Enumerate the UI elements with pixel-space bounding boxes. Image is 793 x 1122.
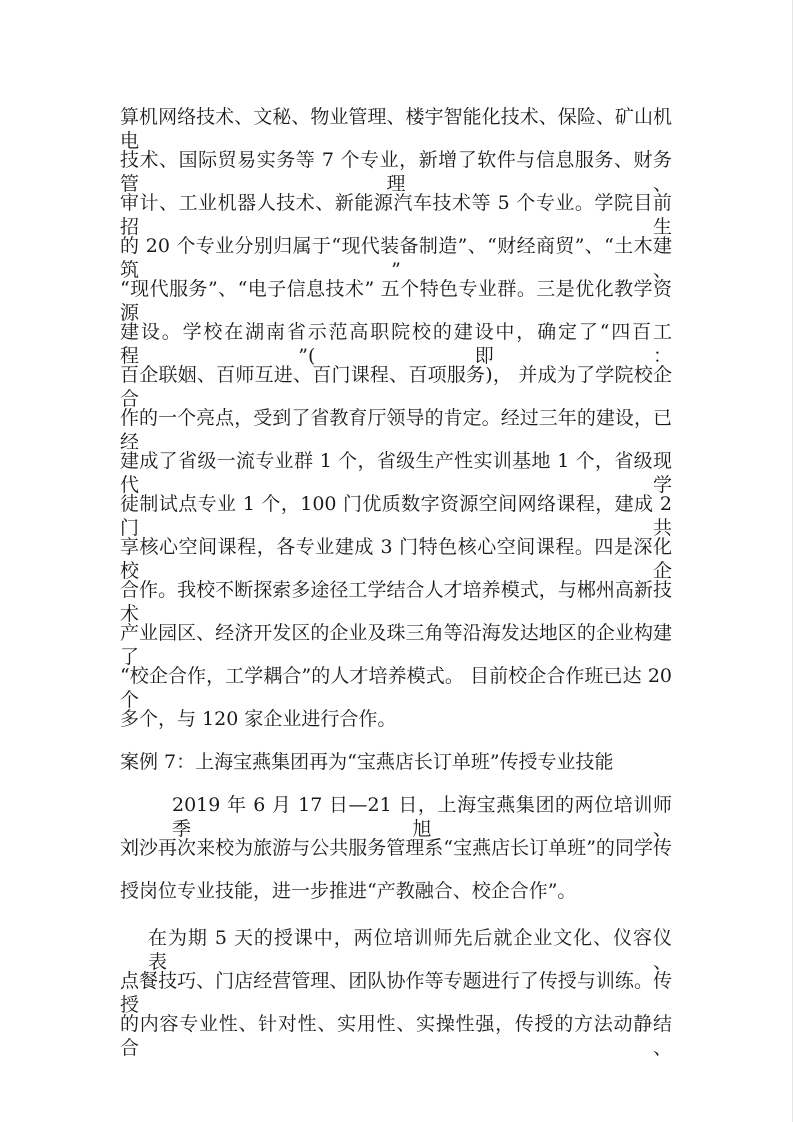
paragraph-1-line-15: 多个，与 120 家企业进行合作。 — [120, 708, 397, 730]
paragraph-1-line-3: 审计、工业机器人技术、新能源汽车技术等 5 个专业。学院目前招生 — [120, 192, 672, 238]
paragraph-1-line-4: 的 20 个专业分别归属于“现代装备制造”、“财经商贸”、“土木建筑”、 — [120, 235, 672, 281]
paragraph-2-line-1: 2019 年 6 月 17 日—21 日，上海宝燕集团的两位培训师季旭、 — [172, 794, 672, 840]
paragraph-1-line-5: “现代服务”、“电子信息技术” 五个特色专业群。三是优化教学资源 — [120, 278, 672, 324]
paragraph-1-line-8: 作的一个亮点，受到了省教育厅领导的肯定。经过三年的建设，已经 — [120, 407, 672, 453]
paragraph-3-line-1: 在为期 5 天的授课中，两位培训师先后就企业文化、仪容仪表、 — [148, 927, 672, 973]
case-title: 案例 7：上海宝燕集团再为“宝燕店长订单班”传授专业技能 — [120, 751, 614, 773]
paragraph-3-line-3: 的内容专业性、针对性、实用性、实操性强，传授的方法动静结合、 — [120, 1013, 672, 1059]
paragraph-1-line-7: 百企联姻、百师互进、百门课程、百项服务)， 并成为了学院校企合 — [120, 364, 672, 410]
paragraph-1-line-11: 享核心空间课程，各专业建成 3 门特色核心空间课程。四是深化校企 — [120, 536, 672, 582]
paragraph-1-line-9: 建成了省级一流专业群 1 个，省级生产性实训基地 1 个，省级现代学 — [120, 450, 672, 496]
paragraph-1-line-10: 徒制试点专业 1 个，100 门优质数字资源空间网络课程，建成 2 门共 — [120, 493, 672, 539]
paragraph-1-line-12: 合作。我校不断探索多途径工学结合人才培养模式，与郴州高新技术 — [120, 579, 672, 625]
paragraph-1-line-13: 产业园区、经济开发区的企业及珠三角等沿海发达地区的企业构建了 — [120, 622, 672, 668]
paragraph-1-line-2: 技术、国际贸易实务等 7 个专业，新增了软件与信息服务、财务管理、 — [120, 149, 672, 195]
paragraph-1-line-1: 算机网络技术、文秘、物业管理、楼宇智能化技术、保险、矿山机电 — [120, 106, 672, 152]
paragraph-2-line-2: 刘沙再次来校为旅游与公共服务管理系“宝燕店长订单班”的同学传 — [120, 837, 672, 859]
paragraph-1-line-14: “校企合作，工学耦合”的人才培养模式。 目前校企合作班已达 20 个 — [120, 665, 672, 711]
paragraph-3-line-2: 点餐技巧、门店经营管理、团队协作等专题进行了传授与训练。传授 — [120, 970, 672, 1016]
paragraph-1-line-6: 建设。学校在湖南省示范高职院校的建设中，确定了“四百工程”(即： — [120, 321, 672, 367]
paragraph-2-line-3: 授岗位专业技能，进一步推进“产教融合、校企合作”。 — [120, 880, 577, 902]
